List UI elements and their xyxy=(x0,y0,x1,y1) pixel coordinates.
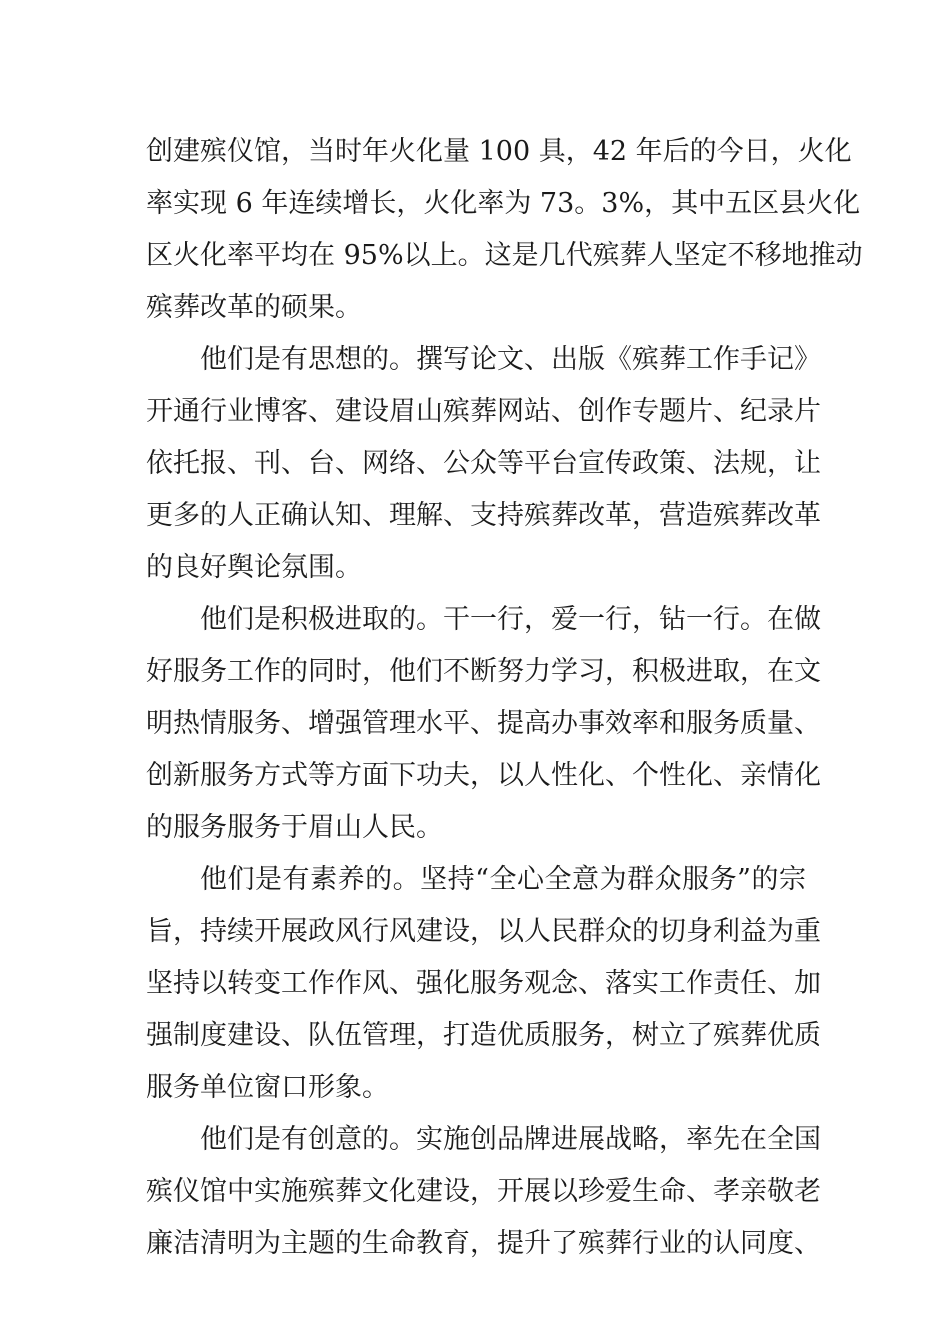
paragraph xyxy=(146,594,821,854)
text-line: 的良好舆论氛围。 xyxy=(146,552,362,583)
paragraph xyxy=(146,334,821,594)
text-line: 他们是有思想的。撰写论文、出版《殡葬工作手记》 xyxy=(200,344,821,375)
text-line: 强制度建设、队伍管理，打造优质服务，树立了殡葬优质 xyxy=(146,1020,821,1051)
paragraph xyxy=(146,126,863,334)
document-body xyxy=(146,126,863,1270)
text-line: 开通行业博客、建设眉山殡葬网站、创作专题片、纪录片 xyxy=(146,396,821,427)
text-line: 服务单位窗口形象。 xyxy=(146,1072,389,1103)
paragraph xyxy=(146,1114,821,1270)
text-line: 殡葬改革的硕果。 xyxy=(146,292,362,323)
text-line: 廉洁清明为主题的生命教育，提升了殡葬行业的认同度、 xyxy=(146,1228,821,1259)
text-line: 他们是有创意的。实施创品牌进展战略，率先在全国 xyxy=(200,1124,821,1155)
paragraph xyxy=(146,854,821,1114)
text-line: 区火化率平均在 95%以上。这是几代殡葬人坚定不移地推动 xyxy=(146,240,863,271)
text-line: 创建殡仪馆，当时年火化量 100 具，42 年后的今日，火化 xyxy=(146,136,852,167)
text-line: 好服务工作的同时，他们不断努力学习，积极进取，在文 xyxy=(146,656,821,687)
text-line: 创新服务方式等方面下功夫，以人性化、个性化、亲情化 xyxy=(146,760,821,791)
text-line: 明热情服务、增强管理水平、提高办事效率和服务质量、 xyxy=(146,708,821,739)
text-line: 率实现 6 年连续增长，火化率为 73。3%，其中五区县火化 xyxy=(146,188,861,219)
text-line: 更多的人正确认知、理解、支持殡葬改革，营造殡葬改革 xyxy=(146,500,821,531)
text-line: 他们是积极进取的。干一行，爱一行，钻一行。在做 xyxy=(200,604,821,635)
text-line: 旨，持续开展政风行风建设，以人民群众的切身利益为重 xyxy=(146,916,821,947)
text-line: 殡仪馆中实施殡葬文化建设，开展以珍爱生命、孝亲敬老 xyxy=(146,1176,821,1207)
text-line: 依托报、刊、台、网络、公众等平台宣传政策、法规，让 xyxy=(146,448,821,479)
text-line: 坚持以转变工作作风、强化服务观念、落实工作责任、加 xyxy=(146,968,821,999)
text-line: 的服务服务于眉山人民。 xyxy=(146,812,443,843)
text-line: 他们是有素养的。坚持“全心全意为群众服务”的宗 xyxy=(200,864,806,895)
